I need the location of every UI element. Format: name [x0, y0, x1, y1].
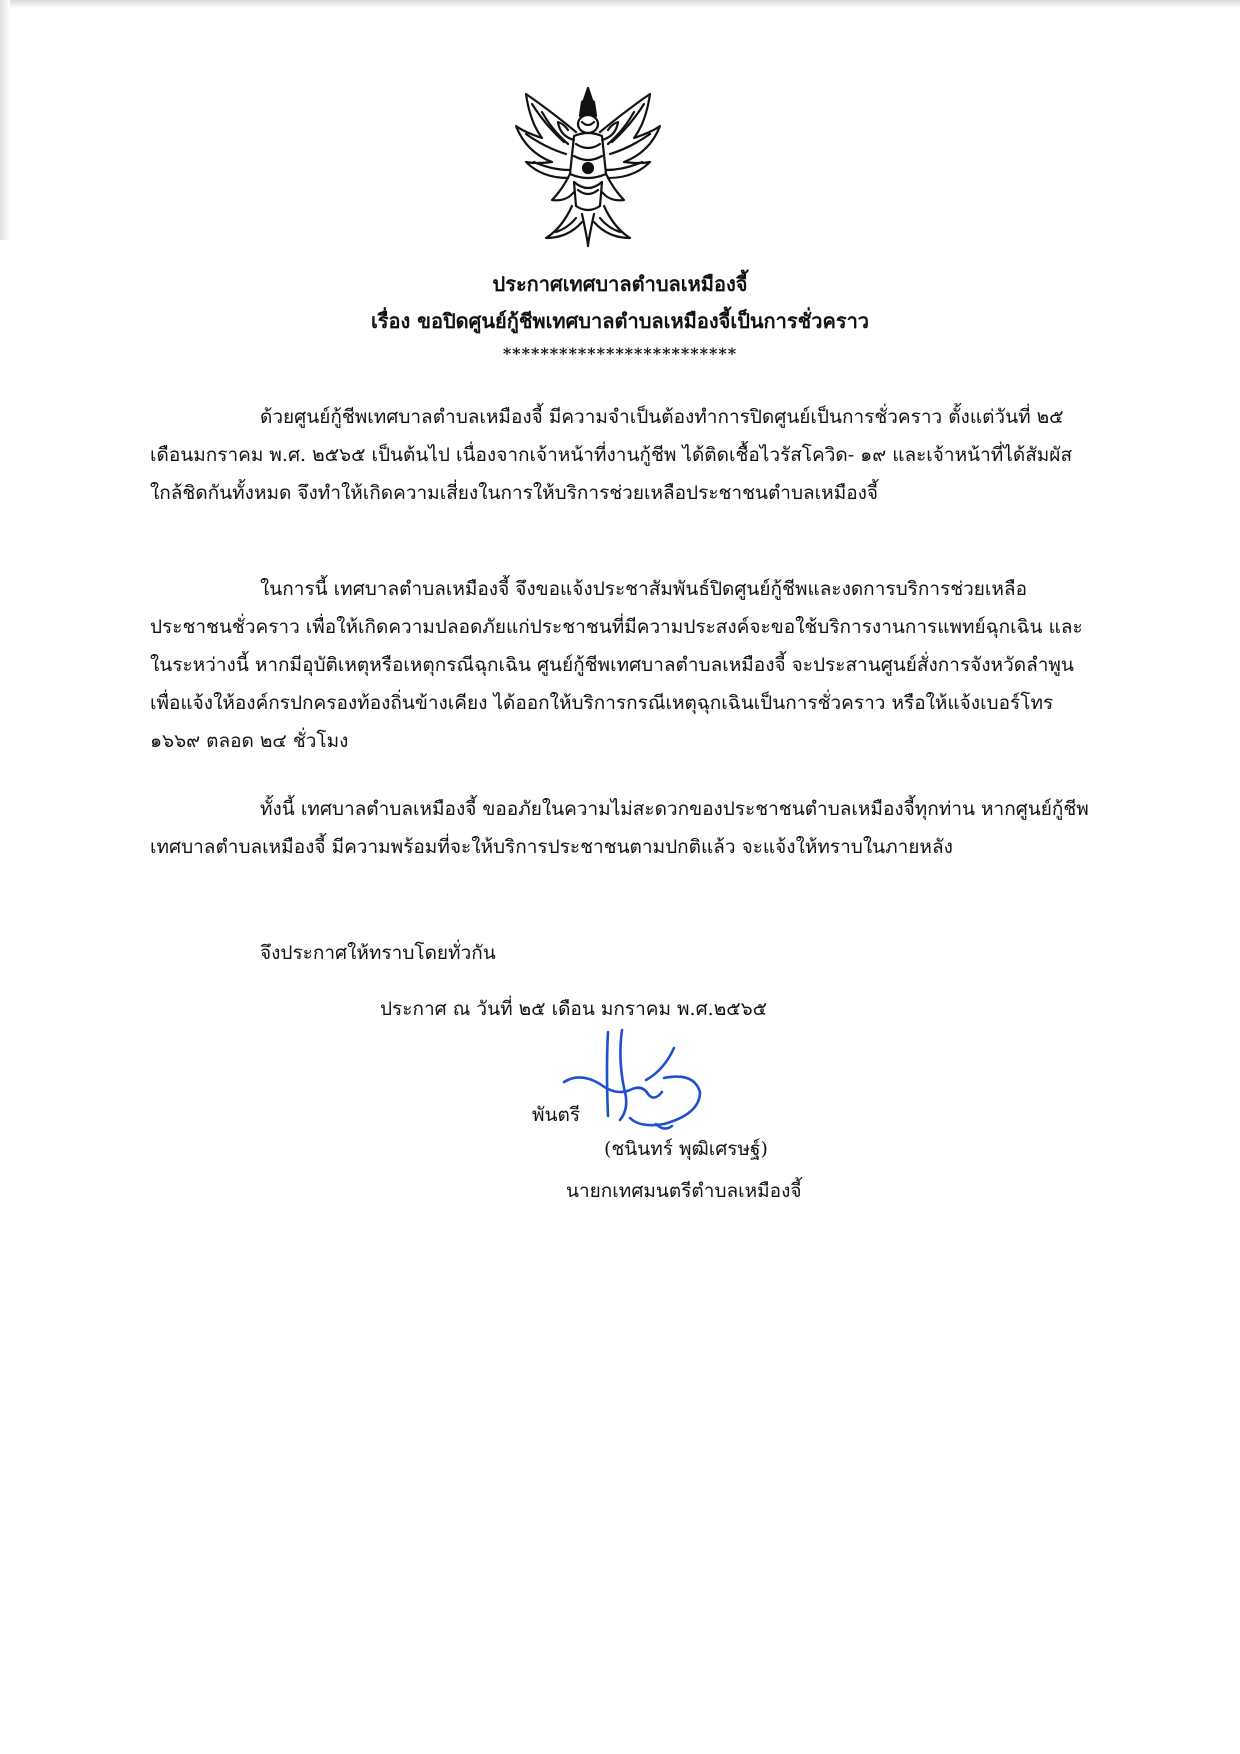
title-separator: *************************: [502, 344, 738, 363]
page-edge-top: [0, 0, 1240, 8]
paragraph-3: [150, 790, 1090, 866]
announcement-date: ประกาศ ณ วันที่ ๒๕ เดือน มกราคม พ.ศ.๒๕๖๕: [380, 998, 768, 1020]
paragraph-3-text: ทั้งนี้ เทศบาลตำบลเหมืองจี้ ขออภัยในความไม่สะดวกของประชาชนตำบลเหมืองจี้ทุกท่าน หากศูนย์กู้ชีพเทศบาลตำบลเหมืองจี้ มีความพร้อมที่จะให้บริการประชาชนตามปกติแล้ว จะแจ้งให้ทราบในภายหลัง: [150, 798, 1089, 858]
signatory-name: (ชนินทร์ พุฒิเศรษฐ์): [604, 1138, 768, 1160]
handwritten-signature: [560, 1028, 730, 1148]
paragraph-1-text: ด้วยศูนย์กู้ชีพเทศบาลตำบลเหมืองจี้ มีความจำเป็นต้องทำการปิดศูนย์เป็นการชั่วคราว ตั้งแต่วันที่ ๒๕ เดือนมกราคม พ.ศ. ๒๕๖๕ เป็นต้นไป เนื่องจากเจ้าหน้าที่งานกู้ชีพ ได้ติดเชื้อไวรัสโควิด- ๑๙ และเจ้าหน้าที่ได้สัมผัสใกล้ชิดกันทั้งหมด จึงทำให้เกิดความเสี่ยงในการให้บริการช่วยเหลือประชาชนตำบลเหมืองจี้: [150, 406, 1073, 504]
page-edge-left: [0, 0, 10, 240]
paragraph-1: [150, 398, 1090, 512]
announcement-title: ประกาศเทศบาลตำบลเหมืองจี้: [492, 272, 748, 296]
signatory-position: นายกเทศมนตรีตำบลเหมืองจี้: [566, 1180, 802, 1202]
announcement-subject: เรื่อง ขอปิดศูนย์กู้ชีพเทศบาลตำบลเหมืองจี้เป็นการชั่วคราว: [370, 309, 870, 333]
garuda-emblem-icon: [512, 82, 664, 250]
signatory-rank: พันตรี: [532, 1104, 581, 1126]
closing-statement: จึงประกาศให้ทราบโดยทั่วกัน: [260, 942, 496, 964]
paragraph-2: [150, 570, 1090, 760]
paragraph-2-text: ในการนี้ เทศบาลตำบลเหมืองจี้ จึงขอแจ้งประชาสัมพันธ์ปิดศูนย์กู้ชีพและงดการบริการช่วยเหลือประชาชนชั่วคราว เพื่อให้เกิดความปลอดภัยแก่ประชาชนที่มีความประสงค์จะขอใช้บริการงานการแพทย์ฉุกเฉิน และ ในระหว่างนี้ หากมีอุบัติเหตุหรือเหตุกรณีฉุกเฉิน ศูนย์กู้ชีพเทศบาลตำบลเหมืองจี้ จะประสานศูนย์สั่งการจังหวัดลำพูน เพื่อแจ้งให้องค์กรปกครองท้องถิ่นข้างเคียง ได้ออกให้บริการกรณีเหตุฉุกเฉินเป็นการชั่วคราว หรือให้แจ้งเบอร์โทร ๑๖๖๙ ตลอด ๒๔ ชั่วโมง: [150, 578, 1083, 752]
